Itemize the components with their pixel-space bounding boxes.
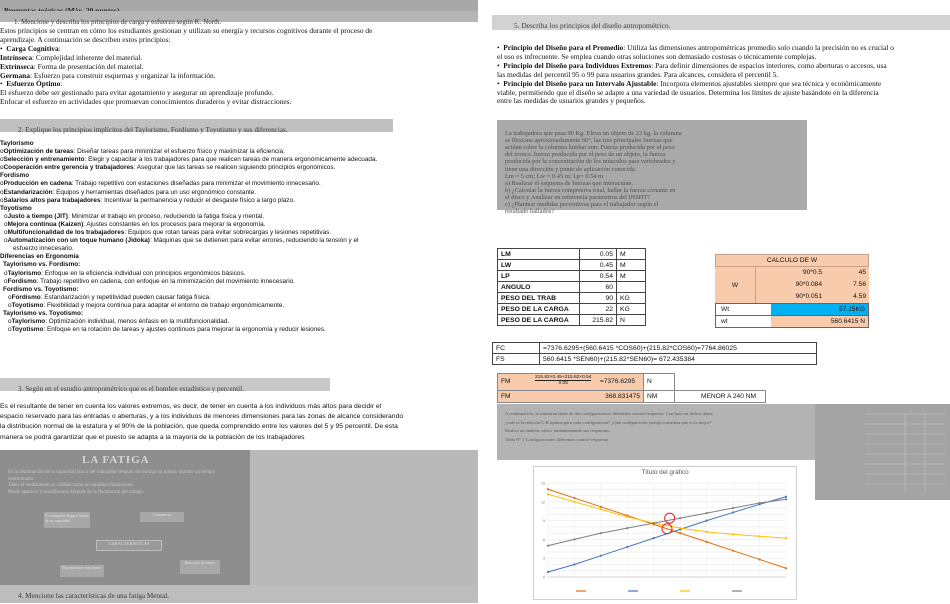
fatiga-box: Reacción de hastío xyxy=(180,560,220,574)
intersection-marker xyxy=(665,513,675,523)
list-item: oEstandarización: Equipos y herramientas diseñados para un uso ergonómico constante. xyxy=(0,188,257,196)
wt-row-n: wt 560.6415 N xyxy=(715,316,869,328)
list-item: oToyotismo: Enfoque en la rotación de tareas y ajustes continuos para mejorar la ergonomía y reducir lesiones. xyxy=(8,326,326,334)
fatiga-box: Movimientos más lentos xyxy=(60,565,104,577)
answer-5: • Principio del Diseño para el Promedio: Utiliza las dimensiones antropométricas promedio solo cuando la precisión no es crucial o el uso es infrecuente. Se emplea cuando otras soluciones son demasiado costosas o técnicamente complejas. • Principio del Diseño para Individuos Extremos: Para definir dimensiones de espacios interiores, como aberturas o accesos, usa las medidas del percentil 95 o 99 para usuarios grandes. Para alcances, considera el percentil 5. • Principio del Diseño para un Intervalo Ajustable: Incorpora elementos ajustables siempre que sea técnica y económicamente viable, permitiendo que el diseño se adapte a una variedad de usuarios. Determina los límites de ajuste basándote en la diferencia entre las medidas de usuarios grandes y pequeños. xyxy=(497,44,950,106)
list-item: oMultifuncionalidad de los trabajadores: Equipos que rotan tareas para evitar sobrecargas y lesiones repetitivas. xyxy=(4,229,332,237)
toyotismo-title: Toyotismo xyxy=(0,204,32,212)
fordismo-title: Fordismo xyxy=(0,172,30,180)
question-1: 1. Mencione y describa los principios de carga y esfuerzo según K. North. xyxy=(14,18,222,26)
diferencias-title: Diferencias en Ergonomía xyxy=(0,253,79,261)
wt-row-kg: Wt 57.15KG xyxy=(715,303,869,316)
table-row: PESO DE LA CARGA 22 KG xyxy=(498,304,646,315)
y-tick-label: 0 xyxy=(543,575,545,580)
list-item: oTaylorismo: Optimización individual, menos énfasis en la multifuncionalidad. xyxy=(8,318,230,326)
question-5: 5. Describa los principios del diseño antropométrico. xyxy=(514,21,671,30)
table-row: PESO DEL TRAB 90 KG xyxy=(498,293,646,304)
list-item: oJusto a tiempo (JIT): Minimizar el trabajo en proceso, reduciendo la fatiga física y mental. xyxy=(4,212,265,220)
series-1-point xyxy=(653,537,655,539)
series-3-point xyxy=(706,512,708,514)
chart-container xyxy=(533,466,797,600)
y-tick-label: 12 xyxy=(541,500,545,505)
table-row: LM 0.05 M xyxy=(498,249,646,260)
fatiga-box: Cansancio xyxy=(140,512,184,522)
carga-title: Carga Cognitiva xyxy=(6,43,59,53)
series-1-point xyxy=(573,563,575,565)
series-1-point xyxy=(547,571,549,573)
series-2-point xyxy=(626,516,628,518)
series-3-point xyxy=(785,498,787,500)
answer-2 xyxy=(0,140,478,334)
series-3-point xyxy=(547,545,549,547)
list-item: oFordismo: Estandarización y repetitividad pueden causar fatiga física. xyxy=(8,293,211,301)
y-tick-label: 15 xyxy=(541,481,545,486)
carga-item: Germana: Esfuerzo para construir esquemas y organizar la información. xyxy=(0,70,216,80)
intro-line-1: Estos principios se centran en cómo los estudiantes gestionan y utilizan su energía y recursos cognitivos durante el proceso de xyxy=(0,26,373,35)
series-3-point xyxy=(679,517,681,519)
table-row: LW 0.45 M xyxy=(498,260,646,271)
fatiga-slide-title: LA FATIGA xyxy=(82,454,150,466)
esfuerzo-line: El esfuerzo debe ser gestionado para evitar agotamiento y asegurar un aprendizaje profundo. xyxy=(0,88,274,98)
config-table-photo xyxy=(815,404,950,500)
params-body xyxy=(498,249,646,326)
y-tick-label: 6 xyxy=(543,537,545,542)
series-3-point xyxy=(600,532,602,534)
answer-3: Es el resultante de tener en cuenta los valores extremos, es decir, de tener en cuenta a los individuos más altos para decidir el espacio reservado para las entradas o aberturas, y a los individuos de menores dimensiones para las zonas de alcance considerando la distribución normal de la estatura y el 90% de la población, que queda comprendido entre los valores del 5 y 95 percentil. De esta manera se podrá garantizar que el puesto se adapta a la mayoría de la población de los trabajadores xyxy=(0,403,404,441)
list-item: oAutomatización con un toque humano (Jidoka): Máquinas que se detienen para evitar errores, reduciendo la tensión y el xyxy=(4,237,359,245)
series-0-point xyxy=(706,541,708,543)
series-1-point xyxy=(600,555,602,557)
series-3-point xyxy=(626,527,628,529)
fm2-unit-cell: NM xyxy=(643,390,675,403)
series-0-point xyxy=(573,497,575,499)
series-2-point xyxy=(679,527,681,529)
answer-1 xyxy=(0,27,478,107)
tvf-title: Taylorismo vs. Fordismo: xyxy=(3,261,81,269)
series-2-point xyxy=(758,535,760,537)
series-3-point xyxy=(732,507,734,509)
series-3-point xyxy=(653,522,655,524)
fatiga-slide-image xyxy=(0,450,478,585)
series-2-point xyxy=(706,531,708,533)
calc-w-block xyxy=(715,254,869,328)
list-item: oFordismo: Trabajo repetitivo en cadena, con enfoque en la minimización del movimiento innecesario. xyxy=(4,277,295,285)
fm-label: FM xyxy=(501,378,511,385)
calc-w-body xyxy=(715,267,869,303)
header-bar xyxy=(0,0,478,11)
series-1-point xyxy=(732,511,734,513)
fatiga-box: El trabajador llega al límite de su capacidad xyxy=(44,512,90,528)
chart-title: Título del gráfico xyxy=(641,469,689,476)
series-0-point xyxy=(679,532,681,534)
calc-w-label: W xyxy=(715,267,755,303)
intro-line-2: aprendizaje. A continuación se describen estos principios: xyxy=(0,34,171,44)
table-row: ANGULO 60 xyxy=(498,282,646,293)
fm-row-2: FM 368.831475 xyxy=(497,390,644,403)
question-2: 2. Explique los principios implícitos del Taylorismo, Fordismo y Toyotismo y sus diferencias. xyxy=(18,126,288,134)
series-2-point xyxy=(732,533,734,535)
line-chart xyxy=(534,467,796,599)
problem-photo xyxy=(497,120,807,216)
config-photo xyxy=(497,404,815,460)
series-1-point xyxy=(785,496,787,498)
params-table xyxy=(497,248,646,326)
fm-unit-cell: N xyxy=(643,373,675,391)
list-item: oSelección y entrenamiento: Elegir y capacitar a los trabajadores para que realicen tareas de manera ergonómicamente adecuada. xyxy=(0,156,378,164)
calc-w-title: CALCULO DE W xyxy=(715,254,869,267)
list-item: oTaylorismo: Enfoque en la eficiencia individual con principios ergonómicos básicos. xyxy=(4,269,246,277)
question-2-bar xyxy=(0,119,393,132)
series-1-point xyxy=(706,520,708,522)
list-item: oOptimización de tareas: Diseñar tareas para minimizar el esfuerzo físico y maximizar la eficiencia. xyxy=(0,148,285,156)
series-2-point xyxy=(547,493,549,495)
series-3-point xyxy=(758,502,760,504)
config-text: A continuación, se muestran datos de dos configuraciones diferentes control-respuesta. Con base en dichos datos, ¿cuál es la relación C-R óptima para cada configuración? ¿Qué configuración (setup) considera que es la mejor? Realice un análisis crítico fundamentando sus respuestas. Tabla Nº 1 Configuraciones diferentes control-respuesta xyxy=(505,411,714,442)
series-2-point xyxy=(785,537,787,539)
series-line-0 xyxy=(548,489,786,568)
problem-text: La trabajadora que pesa 90 Kg. Eleva un objeto de 22 kg, la columna se flexiona aproximadamente 60°, las tres principales fuerzas que actúan sobre la columna lumbar son: Fuerza producida por el peso del tronco. fuerza producida por el peso de un objeto, la fuerza producida por la concentración de los músculos para vertebrados y tiene una dirección y punto de aplicación conocida. Lm = 5 cm; Lw = 0.45 m; Lp= 0.54 m a) Realizar el esquema de fuerzas que interactúan. b) ¿Calcular la fuerza compresiva total, hallar la fuerza cortante en el disco y Analizar en referencia parámetros del INSHT? c) ¿Plantear medidas preventivas para el trabajador según el resultado hallados? xyxy=(505,130,682,216)
fatiga-slide-light xyxy=(250,450,478,585)
y-tick-label: 9 xyxy=(543,519,545,524)
question-3-bar xyxy=(0,378,330,391)
principio-item: • Principio del Diseño para Individuos Extremos: Para definir dimensiones de espacios interiores, como aberturas o accesos, usa xyxy=(497,60,887,70)
taylorismo-title: Taylorismo xyxy=(0,140,34,147)
list-item: oProducción en cadena: Trabajo repetitivo con estaciones diseñadas para minimizar el movimiento innecesario. xyxy=(0,180,321,188)
question-1-bar xyxy=(0,11,478,26)
table-row: PESO DE LA CARGA 215.82 N xyxy=(498,315,646,326)
carga-item: Intrínseca: Complejidad inherente del material. xyxy=(0,52,143,62)
principio-item: • Principio del Diseño para un Intervalo Ajustable: Incorpora elementos ajustables siempre que sea técnica y económicamente xyxy=(497,78,882,88)
series-0-point xyxy=(600,506,602,508)
series-1-point xyxy=(626,546,628,548)
series-0-point xyxy=(547,488,549,490)
calc-row: 90*0.084 7.56 xyxy=(755,279,869,291)
table-row: LP 0.54 M xyxy=(498,271,646,282)
carga-heading: • Carga Cognitiva: xyxy=(0,43,61,53)
fm2-note-cell: MENOR A 240 NM xyxy=(674,390,766,403)
tvt-title: Taylorismo vs. Toyotismo: xyxy=(3,309,84,317)
question-4: 4. Mencione las características de una fatiga Mental. xyxy=(18,592,170,600)
series-0-point xyxy=(785,567,787,569)
config-table-lines xyxy=(815,404,950,500)
list-item: oMejora continua (Kaizen): Ajustes constantes en los procesos para mejorar la ergonomía. xyxy=(4,220,266,228)
fc-fs-table xyxy=(492,342,817,365)
principio-item: • Principio del Diseño para el Promedio: Utiliza las dimensiones antropométricas promedio solo cuando la precisión no es crucial o xyxy=(497,43,894,52)
esfuerzo-line: Enfocar el esfuerzo en actividades que promuevan conocimientos duraderos y evitar distracciones. xyxy=(0,97,292,107)
question-3: 3. Según en el estudio antropométrico que es el hombre estadístico y percentil. xyxy=(18,385,244,393)
series-2-point xyxy=(573,501,575,503)
series-0-point xyxy=(732,550,734,552)
table-row: FS 560.6415 *SEN60)+(215.82*SEN60)= 672.435384 xyxy=(493,354,817,365)
y-tick-label: 3 xyxy=(543,556,545,561)
series-3-point xyxy=(573,538,575,540)
list-item: oCooperación entre gerencia y trabajadores: Asegurar que las tareas se realicen siguiendo principios ergonómicos. xyxy=(0,164,336,172)
fatiga-slide-bullets: Es la disminución de la capacidad física del trabajador después de realizar un trabajo durante un tiempo determinado. Tanto el rendimiento en calidad como en cantidad disminuyen. Puede aparecer y manifestarse después de la fluctuación del trabajo. xyxy=(8,470,216,495)
fm-row-1 xyxy=(497,373,644,391)
carga-item: Extrínseca: Forma de presentación del material. xyxy=(0,61,144,71)
list-item-cont: esfuerzo innecesario. xyxy=(13,245,74,253)
list-item: oToyotismo: Flexibilidad y mejora continua para adaptar el entorno de trabajo ergonómicamente. xyxy=(8,301,285,309)
calc-row: 90*0.5 45 xyxy=(755,267,869,279)
fm-fraction: 215.82×0.45+215.82×0.54 0.05 xyxy=(535,375,592,386)
fm-result: =7376.6295 xyxy=(600,378,636,385)
fatiga-box: CARACTERÍSTICAS xyxy=(96,540,162,551)
table-row: FC =7376.6295+(560.6415 *COS60)+(215.82*COS60)=7764.86025 xyxy=(493,343,817,354)
esfuerzo-title: Esfuerzo Óptimo xyxy=(6,79,61,89)
list-item: oSalarios altos para trabajadores: Incentivar la permanencia y reducir el desgaste físico a largo plazo. xyxy=(0,196,295,204)
esfuerzo-heading: • Esfuerzo Óptimo: xyxy=(0,79,63,89)
series-2-point xyxy=(600,508,602,510)
question-5-bar xyxy=(492,15,950,30)
question-4-bar xyxy=(0,585,478,603)
series-0-point xyxy=(758,558,760,560)
fvt-title: Fordismo vs. Toyotismo: xyxy=(3,285,79,293)
calc-row: 90*0.051 4.59 xyxy=(755,291,869,303)
